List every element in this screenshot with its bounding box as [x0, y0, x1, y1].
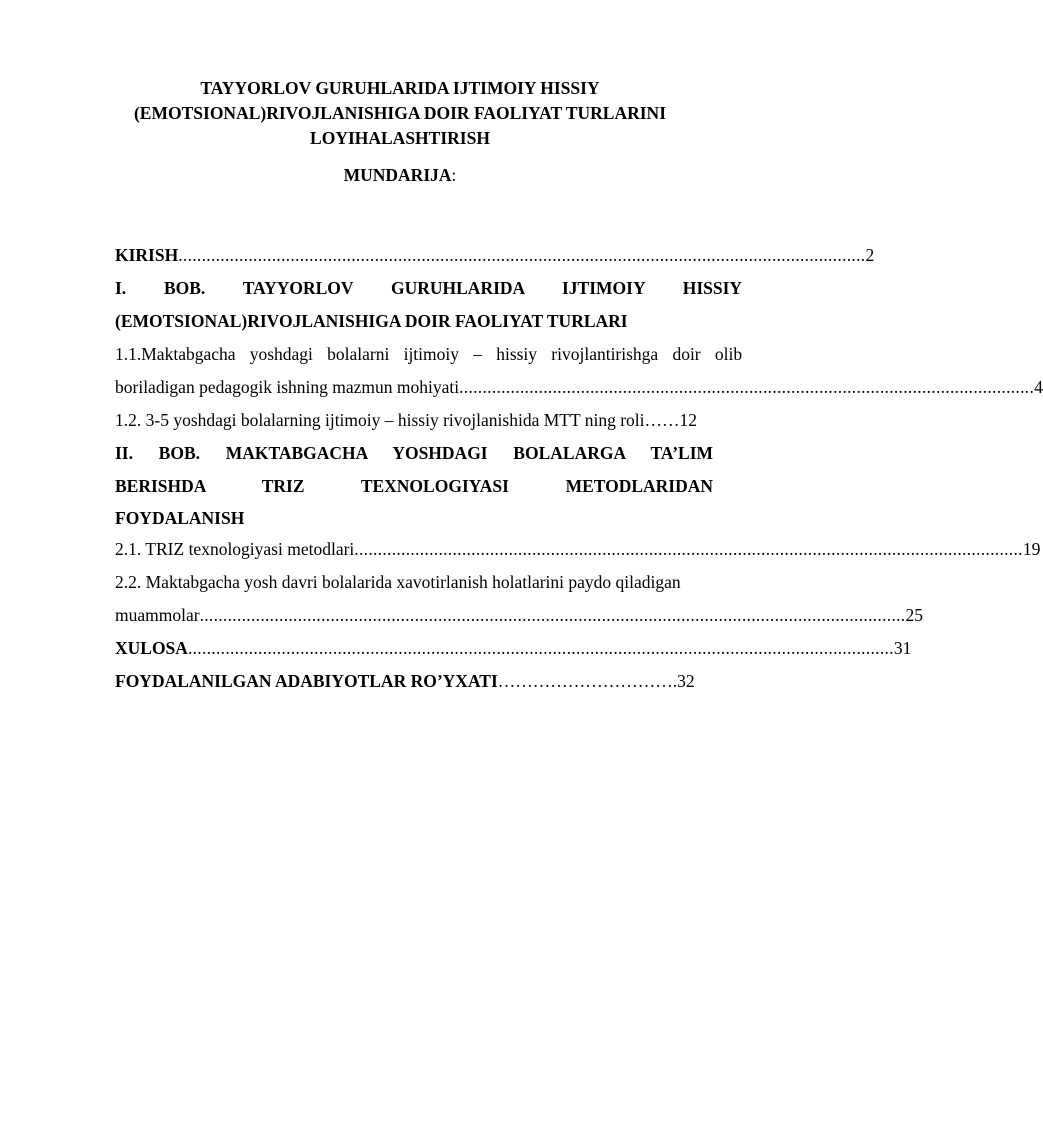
- toc-s11-leader: ...........................................................................................................................: [459, 377, 1035, 397]
- toc-s22-label: muammolar: [115, 605, 200, 625]
- toc-s11-word: –: [473, 344, 482, 364]
- toc-ch2-word: TA’LIM: [650, 443, 714, 463]
- title-line-1: TAYYORLOV GURUHLARIDA IJTIMOIY HISSIY: [200, 78, 600, 98]
- toc-s11-word: doir: [672, 344, 701, 364]
- toc-entry-conclusion[interactable]: [115, 632, 912, 665]
- toc-section-2-2-line1[interactable]: 2.2. Maktabgacha yosh davri bolalarida xavotirlanish holatlarini paydo qiladigan: [115, 572, 681, 592]
- toc-references-page: 32: [677, 671, 695, 691]
- toc-ch1-word: TAYYORLOV: [242, 278, 354, 298]
- title-line-2: (EMOTSIONAL)RIVOJLANISHIGA DOIR FAOLIYAT TURLARINI: [133, 103, 667, 123]
- toc-s21-label: 2.1. TRIZ texnologiyasi metodlari: [115, 539, 355, 559]
- toc-s11-word: yoshdagi: [249, 344, 313, 364]
- toc-ch2-word: BOB.: [158, 443, 201, 463]
- table-of-contents: [115, 239, 1043, 698]
- toc-references-label: FOYDALANILGAN ADABIYOTLAR RO’YXATI: [115, 671, 498, 691]
- toc-chapter1-line1[interactable]: [115, 272, 742, 305]
- toc-s11-label: boriladigan pedagogik ishning mazmun mohiyati: [115, 377, 460, 397]
- toc-ch1-word: HISSIY: [682, 278, 743, 298]
- toc-intro-leader: ...................................................................................................................................................: [178, 245, 866, 265]
- toc-ch2-word: MAKTABGACHA: [225, 443, 368, 463]
- toc-s11-word: bolalarni: [327, 344, 390, 364]
- toc-entry-section-2-1[interactable]: [115, 533, 1041, 566]
- contents-heading-colon: :: [451, 165, 457, 185]
- toc-intro-page: 2: [865, 245, 875, 265]
- toc-s12-label: 1.2. 3-5 yoshdagi bolalarning ijtimoiy – hissiy rivojlanishida MTT ning roli: [115, 410, 645, 430]
- toc-s11-word: ijtimoiy: [403, 344, 460, 364]
- toc-s21-leader: ...............................................................................................................................................: [354, 539, 1023, 559]
- toc-ch1-word: I.: [115, 278, 127, 298]
- toc-ch2-word: TEXNOLOGIYASI: [360, 476, 509, 496]
- toc-entry-section-2-2[interactable]: [115, 599, 923, 632]
- toc-intro-label: KIRISH: [115, 245, 179, 265]
- toc-chapter2-line1[interactable]: [115, 437, 713, 470]
- toc-conclusion-label: XULOSA: [115, 638, 188, 658]
- toc-ch1-word: GURUHLARIDA: [391, 278, 525, 298]
- toc-ch1-word: BOB.: [163, 278, 206, 298]
- contents-heading-text: MUNDARIJA: [343, 165, 452, 185]
- toc-s22-leader: .......................................................................................................................................................: [199, 605, 906, 625]
- toc-section-1-1-line1[interactable]: [115, 338, 742, 371]
- toc-conclusion-leader: .......................................................................................................................................................: [187, 638, 894, 658]
- toc-s11-word: hissiy: [496, 344, 538, 364]
- toc-ch2-word: TRIZ: [261, 476, 305, 496]
- toc-entry-section-1-2[interactable]: [115, 404, 742, 437]
- toc-s11-word: olib: [714, 344, 743, 364]
- contents-heading: [100, 163, 700, 187]
- toc-s11-page: 4: [1034, 377, 1043, 397]
- toc-entry-references[interactable]: [115, 665, 742, 698]
- toc-s21-page: 19: [1022, 539, 1041, 559]
- toc-s11-word: 1.1.Maktabgacha: [115, 344, 236, 364]
- toc-references-leader: ………………………….: [497, 671, 678, 691]
- toc-chapter1-line2[interactable]: (EMOTSIONAL)RIVOJLANISHIGA DOIR FAOLIYAT TURLARI: [115, 311, 628, 331]
- toc-ch1-word: IJTIMOIY: [561, 278, 645, 298]
- toc-chapter2-line3[interactable]: FOYDALANISH: [115, 508, 245, 528]
- toc-ch2-word: BERISHDA: [115, 476, 206, 496]
- toc-ch2-word: II.: [115, 443, 133, 463]
- toc-conclusion-page: 31: [893, 638, 912, 658]
- toc-ch2-word: METODLARIDAN: [565, 476, 714, 496]
- toc-entry-section-1-1[interactable]: [115, 371, 1043, 404]
- document-title: [100, 76, 700, 151]
- toc-s11-word: rivojlantirishga: [551, 344, 659, 364]
- title-line-3: LOYIHALASHTIRISH: [310, 128, 490, 148]
- toc-chapter2-line2[interactable]: [115, 470, 713, 503]
- toc-s12-page: 12: [679, 410, 698, 430]
- toc-ch2-word: BOLALARGA: [513, 443, 626, 463]
- toc-ch2-word: YOSHDAGI: [392, 443, 488, 463]
- toc-entry-intro[interactable]: [115, 239, 875, 272]
- toc-s12-leader: ……: [644, 410, 680, 430]
- toc-s22-page: 25: [905, 605, 923, 625]
